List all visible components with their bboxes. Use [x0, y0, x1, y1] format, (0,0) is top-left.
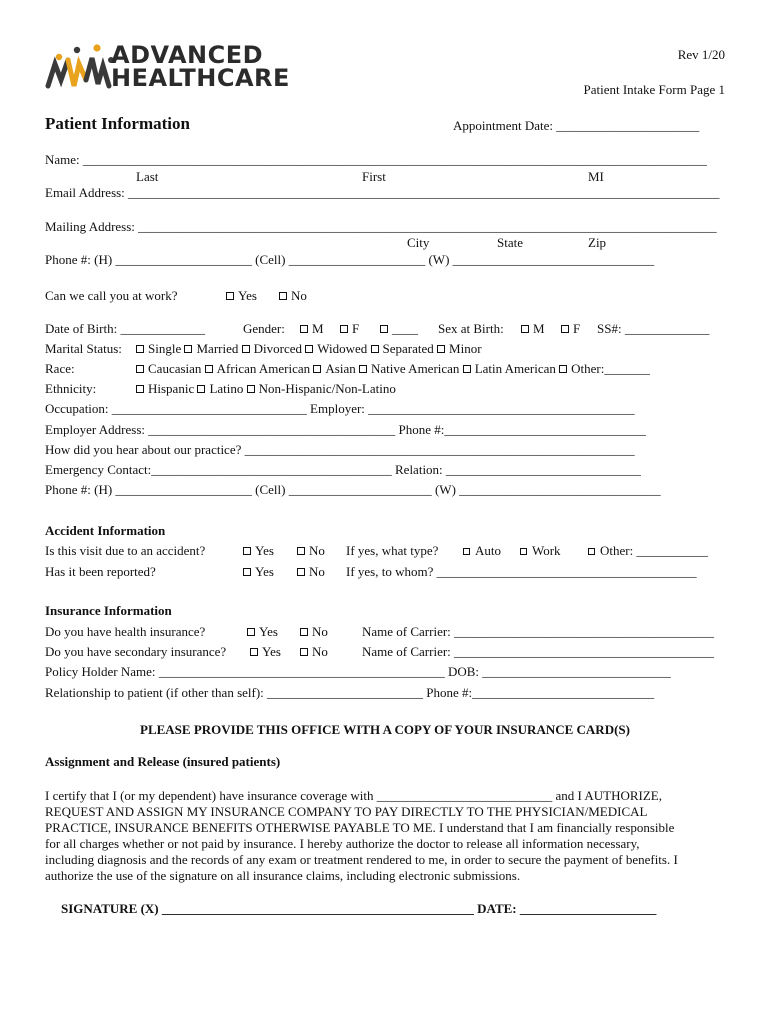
checkbox-icon[interactable]	[561, 325, 569, 333]
assignment-line-3: PRACTICE, INSURANCE BENEFITS OTHERWISE PAYABLE TO ME. I understand that I am financially responsible	[45, 820, 675, 835]
sex-birth-m[interactable]: M	[521, 321, 545, 337]
checkbox-icon[interactable]	[279, 292, 287, 300]
checkbox-icon[interactable]	[300, 628, 308, 636]
policy-holder-field[interactable]: Policy Holder Name: ____________________________________________ DOB: _____________________________	[45, 664, 671, 679]
checkbox-icon[interactable]	[184, 345, 192, 353]
employer-address-field[interactable]: Employer Address: ______________________________________ Phone #:_______________________________	[45, 422, 646, 437]
checkbox-icon[interactable]	[242, 345, 250, 353]
checkbox-icon[interactable]	[226, 292, 234, 300]
checkbox-icon[interactable]	[463, 365, 471, 373]
assignment-line-1: I certify that I (or my dependent) have insurance coverage with ___________________________ and I AUTHORIZE,	[45, 788, 662, 803]
checkbox-icon[interactable]	[243, 568, 251, 576]
signature-field[interactable]: SIGNATURE (X) ________________________________________________ DATE: _____________________	[61, 901, 657, 916]
checkbox-icon[interactable]	[243, 547, 251, 555]
option-married[interactable]: Married	[184, 341, 238, 356]
city-label: City	[407, 235, 430, 250]
checkbox-icon[interactable]	[559, 365, 567, 373]
accident-other[interactable]: Other: ___________	[588, 543, 708, 559]
health-insurance-yes[interactable]: Yes	[247, 624, 278, 640]
zip-label: Zip	[588, 235, 607, 250]
insurance-info-title: Insurance Information	[45, 603, 172, 618]
secondary-insurance-question: Do you have secondary insurance?	[45, 644, 227, 659]
checkbox-icon[interactable]	[300, 325, 308, 333]
health-insurance-no[interactable]: No	[300, 624, 328, 640]
mailing-address-field[interactable]: Mailing Address: _________________________________________________________________________________________	[45, 219, 717, 234]
marital-options	[136, 341, 482, 357]
checkbox-icon[interactable]	[297, 568, 305, 576]
emergency-phone-field[interactable]: Phone #: (H) _____________________ (Cell) ______________________ (W) _______________________________	[45, 482, 661, 497]
option-african-american[interactable]: African American	[205, 361, 310, 376]
accident-question: Is this visit due to an accident?	[45, 543, 206, 558]
last-label: Last	[136, 169, 159, 184]
checkbox-icon[interactable]	[250, 648, 258, 656]
form-page-label: Patient Intake Form Page 1	[583, 82, 725, 97]
checkbox-icon[interactable]	[521, 325, 529, 333]
option-latin-american[interactable]: Latin American	[463, 361, 556, 376]
occupation-field[interactable]: Occupation: ______________________________ Employer: _________________________________________	[45, 401, 635, 416]
email-field[interactable]: Email Address: ___________________________________________________________________________________________	[45, 185, 720, 200]
call-work-no[interactable]: No	[279, 288, 307, 304]
dob-field[interactable]: Date of Birth: _____________	[45, 321, 205, 336]
assignment-line-4: for all charges whether or not paid by insurance. I hereby authorize the doctor to release all information necessary,	[45, 836, 640, 851]
checkbox-icon[interactable]	[463, 548, 470, 555]
checkbox-icon[interactable]	[371, 345, 379, 353]
insurance-card-notice: PLEASE PROVIDE THIS OFFICE WITH A COPY OF YOUR INSURANCE CARD(S)	[140, 722, 630, 737]
option-non-hispanic[interactable]: Non-Hispanic/Non-Latino	[247, 381, 396, 396]
option-minor[interactable]: Minor	[437, 341, 482, 356]
reported-to-whom-field[interactable]: If yes, to whom? ________________________________________	[346, 564, 697, 579]
checkbox-icon[interactable]	[297, 547, 305, 555]
logo	[45, 40, 290, 96]
relationship-field[interactable]: Relationship to patient (if other than self): ________________________ Phone #:____________________________	[45, 685, 655, 700]
option-caucasian[interactable]: Caucasian	[136, 361, 201, 376]
reported-question: Has it been reported?	[45, 564, 156, 579]
assignment-title: Assignment and Release (insured patients)	[45, 754, 281, 769]
assignment-line-2: REQUEST AND ASSIGN MY INSURANCE COMPANY TO PAY DIRECTLY TO THE PHYSICIAN/MEDICAL	[45, 804, 648, 819]
mi-label: MI	[588, 169, 604, 184]
checkbox-icon[interactable]	[136, 385, 144, 393]
accident-info-title: Accident Information	[45, 523, 166, 538]
option-latino[interactable]: Latino	[197, 381, 243, 396]
checkbox-icon[interactable]	[136, 365, 144, 373]
emergency-contact-field[interactable]: Emergency Contact:_____________________________________ Relation: ______________________________	[45, 462, 641, 477]
checkbox-icon[interactable]	[380, 325, 388, 333]
sex-birth-label: Sex at Birth:	[438, 321, 504, 336]
first-label: First	[362, 169, 386, 184]
accident-work[interactable]: Work	[520, 543, 561, 559]
logo-line1: ADVANCED	[111, 41, 264, 69]
ethnicity-options	[136, 381, 396, 397]
reported-no[interactable]: No	[297, 564, 325, 580]
checkbox-icon[interactable]	[588, 548, 595, 555]
assignment-line-5: including diagnosis and the records of any exam or treatment rendered to me, in order to secure the payment of benefits. I	[45, 852, 678, 867]
option-other[interactable]: Other:_______	[559, 361, 650, 376]
assignment-line-6: authorize the use of the signature on all insurance claims, including electronic submissions.	[45, 868, 521, 883]
revision: Rev 1/20	[677, 47, 725, 62]
checkbox-icon[interactable]	[340, 325, 348, 333]
option-divorced[interactable]: Divorced	[242, 341, 302, 356]
referral-field[interactable]: How did you hear about our practice? ____________________________________________________________	[45, 442, 635, 457]
accident-auto[interactable]: Auto	[463, 543, 501, 559]
checkbox-icon[interactable]	[197, 385, 205, 393]
checkbox-icon[interactable]	[305, 345, 313, 353]
gender-m[interactable]: M	[300, 321, 324, 337]
option-single[interactable]: Single	[136, 341, 181, 356]
accident-type-label: If yes, what type?	[346, 543, 439, 558]
carrier-field-2[interactable]: Name of Carrier: ________________________________________	[362, 644, 715, 659]
marital-label: Marital Status:	[45, 341, 122, 356]
race-options	[136, 361, 650, 377]
gender-f[interactable]: F	[340, 321, 359, 337]
accident-yes[interactable]: Yes	[243, 543, 274, 559]
checkbox-icon[interactable]	[359, 365, 367, 373]
accident-no[interactable]: No	[297, 543, 325, 559]
call-work-question: Can we call you at work?	[45, 288, 178, 303]
checkbox-icon[interactable]	[437, 345, 445, 353]
ssn-field[interactable]: SS#: _____________	[597, 321, 710, 336]
option-separated[interactable]: Separated	[371, 341, 434, 356]
checkbox-icon[interactable]	[300, 648, 308, 656]
reported-yes[interactable]: Yes	[243, 564, 274, 580]
name-field[interactable]: Name: ________________________________________________________________________________________________	[45, 152, 707, 167]
secondary-insurance-yes[interactable]: Yes	[250, 644, 281, 660]
checkbox-icon[interactable]	[313, 365, 321, 373]
patient-info-title: Patient Information	[45, 114, 190, 133]
ethnicity-label: Ethnicity:	[45, 381, 97, 396]
checkbox-icon[interactable]	[247, 628, 255, 636]
carrier-field-1[interactable]: Name of Carrier: ________________________________________	[362, 624, 715, 639]
checkbox-icon[interactable]	[136, 345, 144, 353]
health-insurance-question: Do you have health insurance?	[45, 624, 206, 639]
gender-label: Gender:	[243, 321, 285, 336]
state-label: State	[497, 235, 523, 250]
option-native-american[interactable]: Native American	[359, 361, 459, 376]
people-logo-icon	[45, 40, 115, 94]
gender-other-blank[interactable]: ____	[380, 321, 418, 337]
option-widowed[interactable]: Widowed	[305, 341, 367, 356]
sex-birth-f[interactable]: F	[561, 321, 580, 337]
checkbox-icon[interactable]	[247, 385, 255, 393]
checkbox-icon[interactable]	[520, 548, 527, 555]
option-asian[interactable]: Asian	[313, 361, 355, 376]
appointment-date-field[interactable]: Appointment Date: ______________________	[453, 118, 700, 133]
logo-line2: HEALTHCARE	[111, 64, 290, 92]
secondary-insurance-no[interactable]: No	[300, 644, 328, 660]
race-label: Race:	[45, 361, 75, 376]
call-work-yes[interactable]: Yes	[226, 288, 257, 304]
checkbox-icon[interactable]	[205, 365, 213, 373]
option-hispanic[interactable]: Hispanic	[136, 381, 194, 396]
phone-field[interactable]: Phone #: (H) _____________________ (Cell) _____________________ (W) _______________________________	[45, 252, 655, 267]
